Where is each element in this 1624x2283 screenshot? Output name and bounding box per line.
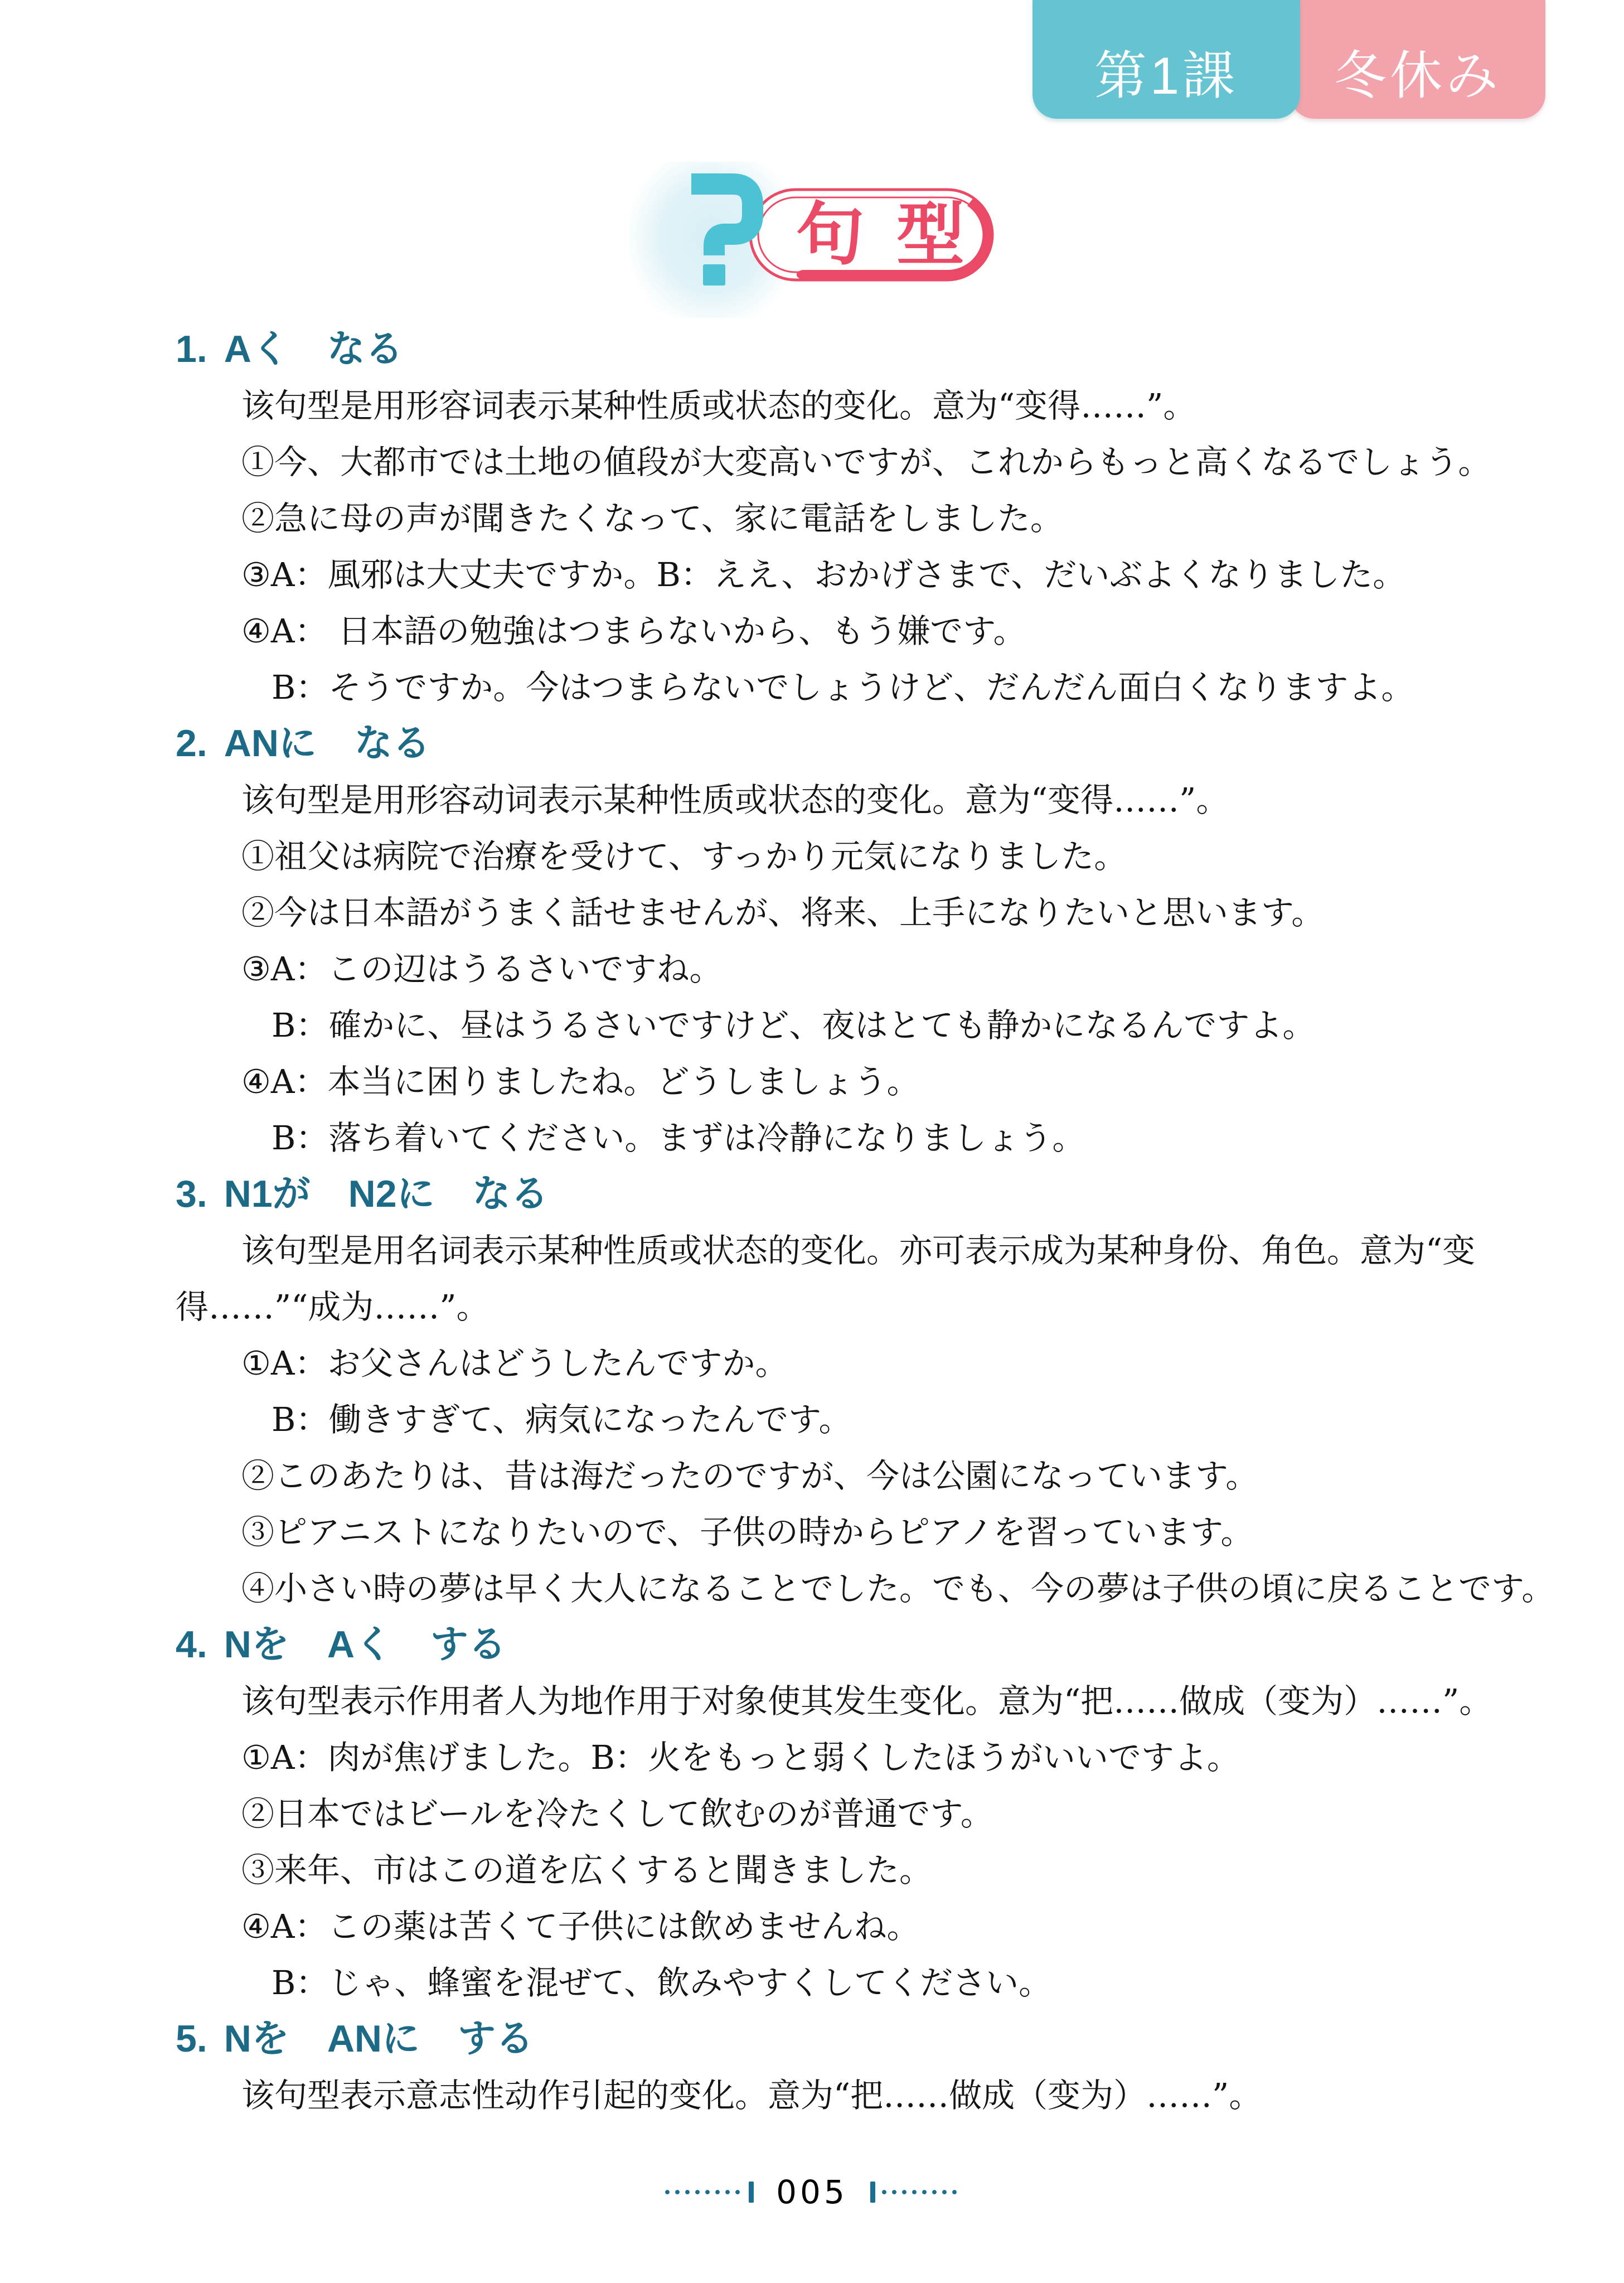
grammar-section [176,321,1553,715]
example-line: ④A： 日本語の勉強はつまらないから、もう嫌です。 [241,612,1026,650]
section-number: 3. [176,1173,207,1215]
description-line: 该句型是用名词表示某种性质或状态的变化。亦可表示成为某种身份、角色。意为“变 [241,1231,1476,1270]
section-number: 1. [176,328,207,370]
section-badge [629,162,1014,318]
section-heading [176,1617,1553,1673]
footer-divider-right [870,2182,875,2203]
section-pattern-title: Aく なる [224,328,403,370]
lesson-tab-label: 第1課 [1094,46,1239,105]
example-line: ①A：お父さんはどうしたんですか。 [241,1344,788,1382]
description-line: 该句型是用形容动词表示某种性质或状态的变化。意为“变得……”。 [241,781,1229,819]
section-heading [176,2011,1553,2067]
grammar-section [176,1166,1553,1617]
description-line: 得……”“成为……”。 [176,1288,489,1326]
example-line: B：働きすぎて、病気になったんです。 [272,1400,852,1439]
example-line: B：そうですか。今はつまらないでしょうけど、だんだん面白くなりますよ。 [272,668,1414,707]
section-heading [176,715,1553,772]
footer-dots-left [665,2190,742,2194]
example-line: ③ピアニストになりたいので、子供の時からピアノを習っています。 [241,1513,1254,1551]
footer-divider-left [749,2182,754,2203]
section-number: 2. [176,722,207,765]
example-line: ②このあたりは、昔は海だったのですが、今は公園になっています。 [241,1457,1259,1495]
page-number: 005 [776,2173,848,2211]
example-line: ③A：風邪は大丈夫ですか。B：ええ、おかげさまで、だいぶよくなりました。 [241,555,1406,594]
header-tab-lesson [1032,0,1300,119]
example-line: ①A：肉が焦げました。B：火をもっと弱くしたほうがいいですよ。 [241,1738,1240,1777]
section-pattern-title: N1が N2に なる [224,1173,549,1215]
header-tab-topic [1290,0,1545,119]
badge-label: 句型 [796,197,997,273]
page-footer [0,2167,1624,2217]
example-line: ①今、大都市では土地の値段が大変高いですが、これからもっと高くなるでしょう。 [241,443,1491,481]
section-heading [176,321,1553,378]
example-line: ④小さい時の夢は早く大人になることでした。でも、今の夢は子供の頃に戻ることです。 [241,1569,1555,1608]
section-pattern-title: Nを ANに する [224,2018,534,2060]
section-pattern-title: Nを Aく する [224,1623,506,1666]
example-line: ②日本ではビールを冷たくして飲むのが普通です。 [241,1795,993,1833]
example-line: ④A：本当に困りましたね。どうしましょう。 [241,1062,920,1101]
example-line: B：じゃ、蜂蜜を混ぜて、飲みやすくしてください。 [272,1963,1052,2002]
description-line: 该句型是用形容词表示某种性质或状态的变化。意为“变得……”。 [241,386,1196,425]
example-line: ④A：この薬は苦くて子供には飲めませんね。 [241,1907,920,1946]
section-badge-graphic [629,162,1014,318]
section-number: 4. [176,1623,207,1666]
grammar-section [176,1617,1553,2011]
example-line: ③A：この辺はうるさいですね。 [241,950,723,988]
description-line: 该句型表示意志性动作引起的变化。意为“把……做成（变为）……”。 [241,2076,1262,2115]
example-line: ①祖父は病院で治療を受けて、すっかり元気になりました。 [241,837,1127,876]
grammar-content [176,321,1553,2124]
section-heading [176,1166,1553,1222]
example-line: ③来年、市はこの道を広くすると聞きました。 [241,1851,933,1889]
section-number: 5. [176,2018,207,2060]
example-line: B：落ち着いてください。まずは冷静になりましょう。 [272,1119,1085,1157]
section-pattern-title: ANに なる [224,722,430,765]
topic-tab-label: 冬休み [1334,46,1501,105]
grammar-section [176,715,1553,1166]
footer-dots-right [882,2190,959,2194]
example-line: ②今は日本語がうまく話せませんが、将来、上手になりたいと思います。 [241,893,1325,932]
description-line: 该句型表示作用者人为地作用于对象使其发生变化。意为“把……做成（变为）……”。 [241,1682,1492,1720]
example-line: ②急に母の声が聞きたくなって、家に電話をしました。 [241,499,1063,538]
example-line: B：確かに、昼はうるさいですけど、夜はとても静かになるんですよ。 [272,1006,1316,1044]
grammar-section [176,2011,1553,2124]
